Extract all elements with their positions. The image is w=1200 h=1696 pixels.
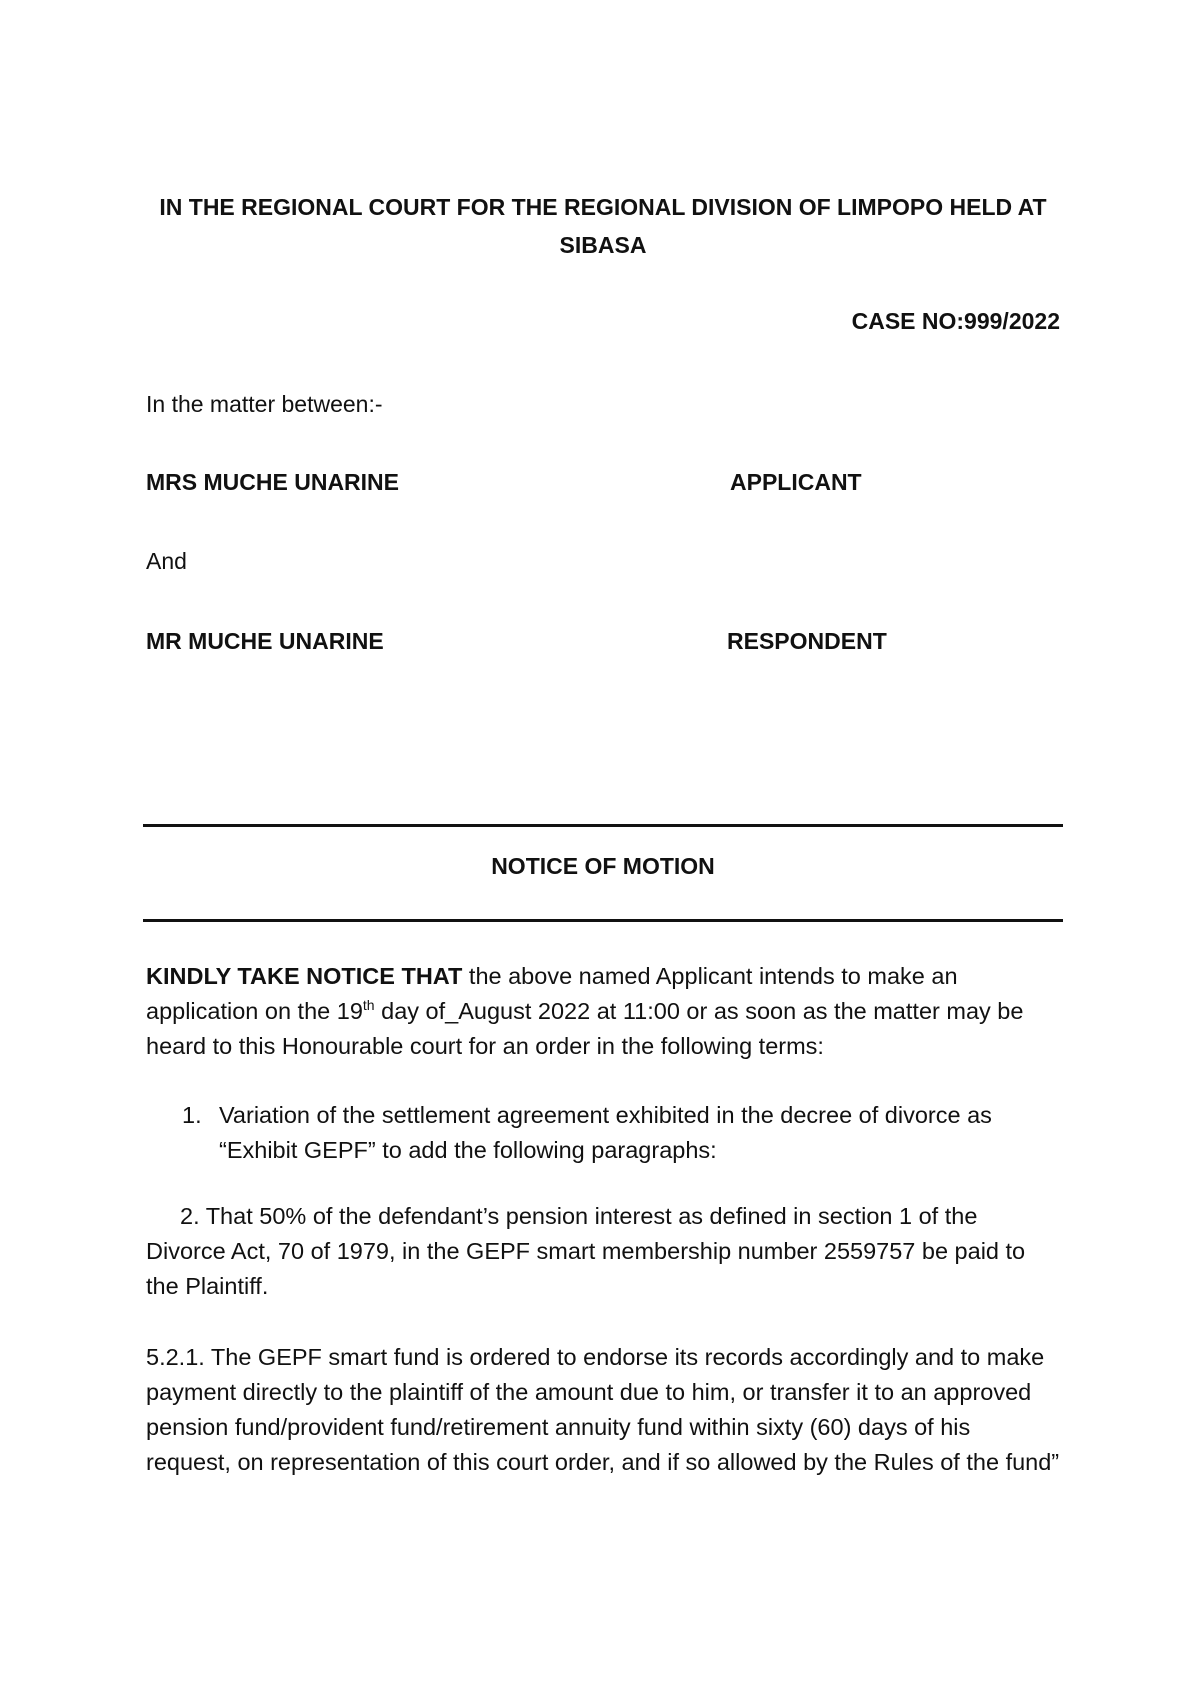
top-divider	[143, 824, 1063, 827]
applicant-role: APPLICANT	[730, 469, 862, 495]
court-title-line2: SIBASA	[559, 232, 647, 258]
notice-text-part1: the above named Applicant intends to make an application on the 19	[146, 963, 958, 1024]
matter-intro: In the matter between:-	[146, 391, 383, 417]
term-2-text: 2. That 50% of the defendant’s pension interest as defined in section 1 of the Divorce Act, 70 of 1979, in the GEPF smart membership number 2559757 be paid to the Plaintiff.	[146, 1203, 1026, 1299]
notice-superscript: th	[362, 997, 375, 1014]
term-3-text: 5.2.1. The GEPF smart fund is ordered to endorse its records accordingly and to make payment directly to the plaintiff of the amount due to him, or transfer it to an approved pension fund/provident fund/retirement annuity fund within sixty (60) days of his request, on representation of this court order, and if so allowed by the Rules of the fund”	[146, 1344, 1060, 1475]
case-number: CASE NO:999/2022	[851, 308, 1060, 334]
notice-lead: KINDLY TAKE NOTICE THAT	[146, 963, 463, 989]
notice-text-part2: day of_August 2022 at 11:00 or as soon as the matter may be heard to this Honourable court for an order in the following terms:	[146, 998, 1024, 1059]
and-conjunction: And	[146, 548, 187, 574]
court-title	[143, 188, 1063, 264]
court-title-line1: IN THE REGIONAL COURT FOR THE REGIONAL DIVISION OF LIMPOPO HELD AT	[159, 194, 1047, 220]
document-title: NOTICE OF MOTION	[491, 853, 715, 879]
respondent-role: RESPONDENT	[727, 628, 887, 654]
respondent-name: MR MUCHE UNARINE	[146, 628, 384, 654]
notice-paragraph	[146, 959, 1051, 1064]
term-1-text: Variation of the settlement agreement exhibited in the decree of divorce as “Exhibit GEPF” to add the following paragraphs:	[219, 1102, 992, 1163]
bottom-divider	[143, 919, 1063, 922]
term-1-number: 1.	[182, 1102, 202, 1128]
applicant-name: MRS MUCHE UNARINE	[146, 469, 399, 495]
